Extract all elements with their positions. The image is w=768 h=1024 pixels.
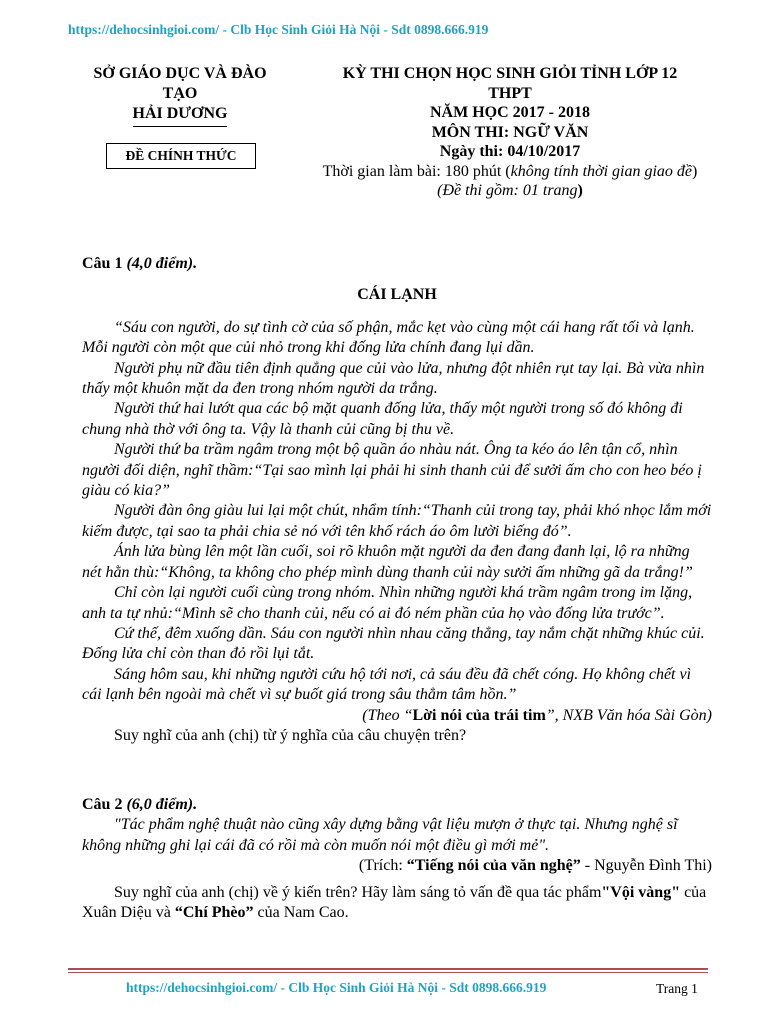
question-2-citation: (Trích: “Tiếng nói của văn nghệ” - Nguyễn Đình Thi) xyxy=(358,857,712,875)
exam-title-line-2: THPT xyxy=(488,84,532,102)
footer-link[interactable]: https://dehocsinhgioi.com/ - Clb Học Sinh Giỏi Hà Nội - Sdt 0898.666.919 xyxy=(126,980,547,995)
story-paragraph: Người thứ ba trầm ngâm trong một bộ quần áo nhàu nát. Ông ta kéo áo lên tận cổ, nhìn người đối diện, nghĩ thầm:“Tại sao mình lại phải hi sinh thanh củi để sưởi ấm cho con heo béo ị giàu có kia?” xyxy=(82,441,702,500)
page-count-note: (Đề thi gồm: 01 trang) xyxy=(437,182,583,199)
exam-title-line-1: KỲ THI CHỌN HỌC SINH GIỎI TỈNH LỚP 12 xyxy=(342,65,678,82)
footer-rule xyxy=(68,968,708,970)
story-paragraph: Người phụ nữ đầu tiên định quẳng que củi vào lửa, nhưng đột nhiên rụt tay lại. Bà vừa nhìn thấy một khuôn mặt da đen trong nhóm người da trắng. xyxy=(82,359,705,398)
footer-rule-thin xyxy=(68,972,708,973)
story-title: CÁI LẠNH xyxy=(357,286,437,304)
question-2-quote: "Tác phẩm nghệ thuật nào cũng xây dựng bằng vật liệu mượn ở thực tại. Nhưng nghệ sĩ không những ghi lại cái đã có rồi mà còn muốn nói một điều gì mới mẻ". xyxy=(82,816,678,854)
story-paragraph: Sáng hôm sau, khi những người cứu hộ tới nơi, cả sáu đều đã chết cóng. Họ không chết vì cái lạnh bên ngoài mà chết vì sự buốt giá trong sâu thẳm tâm hồn.” xyxy=(82,665,692,704)
exam-date: Ngày thi: 04/10/2017 xyxy=(439,143,581,160)
school-year: NĂM HỌC 2017 - 2018 xyxy=(430,104,590,121)
story-source: (Theo “Lời nói của trái tim”, NXB Văn hóa Sài Gòn) xyxy=(362,706,712,724)
question-1 xyxy=(82,254,712,746)
issuing-authority xyxy=(70,64,290,127)
exam-info xyxy=(305,64,715,201)
story-paragraph: Cứ thế, đêm xuống dần. Sáu con người nhìn nhau căng thẳng, tay nắm chặt những khúc củi. Đống lửa chỉ còn than đỏ rồi lụi tắt. xyxy=(82,624,705,663)
dept-line-1: SỞ GIÁO DỤC VÀ ĐÀO xyxy=(93,65,267,82)
official-exam-badge: ĐỀ CHÍNH THỨC xyxy=(106,143,256,169)
question-2-prompt: Suy nghĩ của anh (chị) về ý kiến trên? Hãy làm sáng tỏ vấn đề qua tác phẩm"Vội vàng" của Xuân Diệu và “Chí Phèo” của Nam Cao. xyxy=(82,883,707,922)
question-2 xyxy=(82,795,712,923)
dept-line-2: TẠO xyxy=(162,85,198,102)
story-paragraph: Chỉ còn lại người cuối cùng trong nhóm. Nhìn những người khá trầm ngâm trong im lặng, anh ta tự nhủ:“Mình sẽ cho thanh củi, nếu có ai đó ném phần của họ vào đống lửa trước”. xyxy=(82,584,693,622)
header-link[interactable]: https://dehocsinhgioi.com/ - Clb Học Sinh Giỏi Hà Nội - Sdt 0898.666.919 xyxy=(68,22,489,37)
question-1-prompt: Suy nghĩ của anh (chị) từ ý nghĩa của câu chuyện trên? xyxy=(114,726,467,744)
time-allowed: Thời gian làm bài: 180 phút (không tính thời gian giao đề) xyxy=(322,162,698,180)
page-number: Trang 1 xyxy=(656,981,698,996)
story-paragraph: Người đàn ông giàu lui lại một chút, nhẩm tính:“Thanh củi trong tay, phải khó nhọc lắm mới kiếm được, tại sao ta phải chia sẻ nó với tên khố rách áo ôm lười biếng đó”. xyxy=(82,502,712,540)
story-paragraph: Ánh lửa bùng lên một lần cuối, soi rõ khuôn mặt người da đen đang đanh lại, lộ ra những nét hằn thù:“Không, ta không cho phép mình dùng thanh củi này sưởi ấm những gã da trắng!” xyxy=(82,543,693,581)
question-1-heading: Câu 1 (4,0 điểm). xyxy=(82,255,198,272)
province-name: HẢI DƯƠNG xyxy=(133,104,228,127)
question-2-heading: Câu 2 (6,0 điểm). xyxy=(82,796,198,813)
story-paragraph: Người thứ hai lướt qua các bộ mặt quanh đống lửa, thấy một người trong số đó không đi chung nhà thờ với ông ta. Vậy là thanh củi cũng bị thu về. xyxy=(82,400,683,438)
exam-subject: MÔN THI: NGỮ VĂN xyxy=(431,123,589,141)
story-paragraph: “Sáu con người, do sự tình cờ của số phận, mắc kẹt vào cùng một cái hang rất tối và lạnh. Mỗi người còn một que củi nhỏ trong khi đống lửa chính đang lụi dần. xyxy=(82,318,695,357)
